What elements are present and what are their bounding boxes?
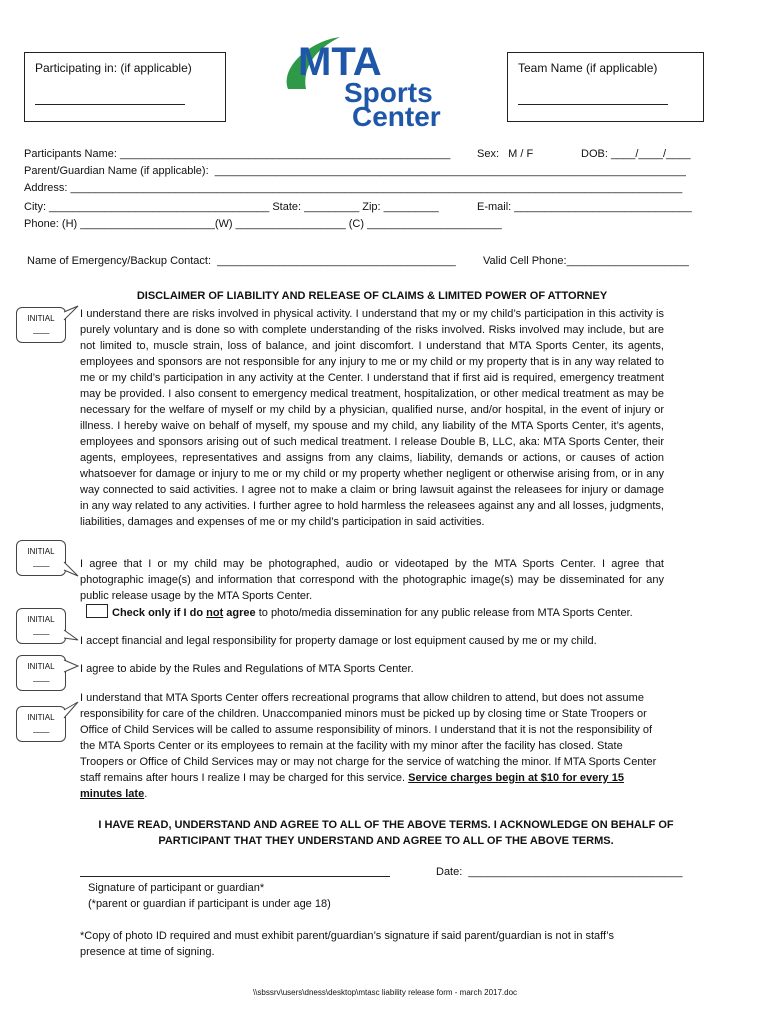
participants-name-field[interactable]: Participants Name: ______________________________________________________ bbox=[24, 148, 451, 160]
logo-text-mta: MTA bbox=[298, 40, 382, 84]
minors-paragraph bbox=[80, 690, 664, 802]
initial-blank: ____ bbox=[33, 325, 49, 334]
initial-box-3[interactable] bbox=[16, 608, 66, 644]
initial-box-4[interactable] bbox=[16, 655, 66, 691]
cell-phone-field[interactable]: Valid Cell Phone:____________________ bbox=[483, 255, 689, 267]
initial-blank: ____ bbox=[33, 724, 49, 733]
photo-optout-checkbox[interactable] bbox=[86, 604, 108, 618]
team-name-label: Team Name (if applicable) bbox=[518, 61, 658, 75]
participating-label: Participating in: (if applicable) bbox=[35, 61, 192, 75]
initial-label: INITIAL bbox=[27, 615, 55, 624]
guardian-name-field[interactable]: Parent/Guardian Name (if applicable): _____________________________________________________________________________ bbox=[24, 165, 686, 177]
participating-field[interactable] bbox=[35, 104, 185, 105]
logo-text-center: Center bbox=[352, 101, 441, 127]
footer-file-path: \\sbssrv\users\dness\desktop\mtasc liability release form - march 2017.doc bbox=[252, 988, 518, 997]
signature-note: (*parent or guardian if participant is under age 18) bbox=[88, 898, 331, 910]
initial-label: INITIAL bbox=[27, 713, 55, 722]
callout-tails bbox=[60, 300, 82, 760]
damage-responsibility-paragraph: I accept financial and legal responsibility for property damage or lost equipment caused by me or my child. bbox=[80, 635, 597, 647]
optout-bold-1: Check only if I do bbox=[112, 607, 207, 619]
participating-box bbox=[24, 52, 226, 122]
dob-field[interactable]: DOB: ____/____/____ bbox=[581, 148, 691, 160]
emergency-contact-field[interactable]: Name of Emergency/Backup Contact: _______________________________________ bbox=[27, 255, 456, 267]
team-name-field[interactable] bbox=[518, 104, 668, 105]
mta-sports-center-logo bbox=[280, 27, 470, 127]
photo-id-note: *Copy of photo ID required and must exhibit parent/guardian’s signature if said parent/guardian is not in staff’s presence at time of signing. bbox=[80, 930, 615, 958]
rules-paragraph: I agree to abide by the Rules and Regulations of MTA Sports Center. bbox=[80, 663, 414, 675]
initial-label: INITIAL bbox=[27, 547, 55, 556]
disclaimer-title: DISCLAIMER OF LIABILITY AND RELEASE OF CLAIMS & LIMITED POWER OF ATTORNEY bbox=[136, 290, 608, 302]
sex-field[interactable]: Sex: M / F bbox=[477, 148, 534, 160]
optout-rest: to photo/media dissemination for any public release from MTA Sports Center. bbox=[255, 607, 633, 619]
signature-line[interactable] bbox=[80, 876, 390, 877]
acknowledgement-statement: I HAVE READ, UNDERSTAND AND AGREE TO ALL OF THE ABOVE TERMS. I ACKNOWLEDGE ON BEHALF OF PARTICIPANT THAT THEY UNDERSTAND AND AGREE TO ALL OF THE ABOVE TERMS. bbox=[98, 819, 674, 847]
date-field[interactable]: Date: ___________________________________ bbox=[436, 866, 683, 878]
city-state-zip-field[interactable]: City: ____________________________________ State: _________ Zip: _________ bbox=[24, 201, 439, 213]
initial-label: INITIAL bbox=[27, 662, 55, 671]
logo-text-sports: Sports bbox=[344, 77, 433, 108]
address-field[interactable]: Address: ____________________________________________________________________________________________________ bbox=[24, 182, 683, 194]
phone-field[interactable]: Phone: (H) ______________________(W) __________________ (C) ______________________ bbox=[24, 218, 502, 230]
optout-bold-2: agree bbox=[223, 607, 256, 619]
email-field[interactable]: E-mail: _____________________________ bbox=[477, 201, 692, 213]
initial-blank: ____ bbox=[33, 626, 49, 635]
optout-bold-not: not bbox=[206, 607, 224, 619]
photo-optout-row bbox=[86, 604, 633, 621]
minors-end: . bbox=[144, 788, 148, 800]
initial-box-5[interactable] bbox=[16, 706, 66, 742]
team-name-box bbox=[507, 52, 704, 122]
signature-label: Signature of participant or guardian* bbox=[88, 882, 265, 894]
initial-box-2[interactable] bbox=[16, 540, 66, 576]
service-charge-text: Service charges begin at $10 for every 15 minutes late bbox=[80, 772, 624, 800]
initial-box-1[interactable] bbox=[16, 307, 66, 343]
initial-blank: ____ bbox=[33, 673, 49, 682]
minors-text: I understand that MTA Sports Center offers recreational programs that allow children to attend, but does not assume responsibility for care of the children. Unaccompanied minors must be picked up by closing time or State Troopers or Office of Child Services will be called to assume responsibility of minors. I understand that it is not the responsibility of the MTA Sports Center or its employees to remain at the facility with my minor after the facility has closed. State Troopers or Office of Child Services may or may not charge for the service of watching the minor. If MTA Sports Center staff remains after hours I realize I may be charged for this service. bbox=[80, 692, 657, 784]
initial-label: INITIAL bbox=[27, 314, 55, 323]
release-paragraph: I understand there are risks involved in physical activity. I understand that my or my child’s participation in this activity is purely voluntary and is done so with complete understanding of the risks involved. Risks involved may include, but are not limited to, muscle strain, loss of balance, and joint discomfort. I understand that MTA Sports Center, its agents, employees and sponsors are not responsible for any injury to me or my child or my property that is in any way related to me or my child’s participation in any activity at the Center. I understand that if first aid is required, emergency treatment may be provided. I also consent to emergency medical treatment, hospitalization, or other medical treatment as may be necessary for the welfare of myself or my child by a physician, qualified nurse, and/or hospital, in the event of injury or illness. I hereby waive on behalf of myself, my spouse and my child, any liability of the MTA Sports Center, it’s agents, employees and sponsors arising out of such medical treatment. I release Double B, LLC, aka: MTA Sports Center, their agents, employees, representatives and assigns from any claims, liability, demands or actions, or causes of action whatsoever for damage or injury to me or my child or my property whether negligent or otherwise arising from, or in any way connected to said activities. I agree not to make a claim or bring lawsuit against the releasees for injury or damage in any way related to any activities. I further agree to hold harmless the releasees against any and all losses, judgments, liabilities, damages and expenses of me or my child’s participation in said activities. bbox=[80, 308, 664, 528]
initial-blank: ____ bbox=[33, 558, 49, 567]
photo-consent-paragraph: I agree that I or my child may be photographed, audio or videotaped by the MTA Sports Center. I agree that photographic image(s) and information that correspond with the photographic image(s) may be disseminated for any public release usage by the MTA Sports Center. bbox=[80, 558, 664, 602]
